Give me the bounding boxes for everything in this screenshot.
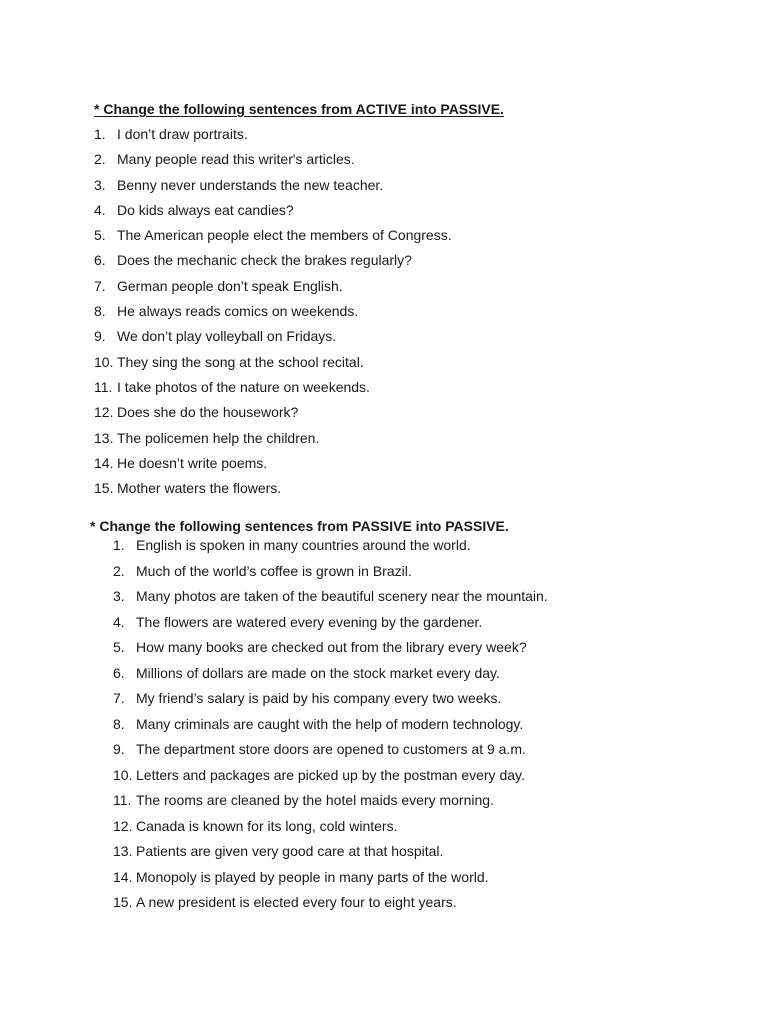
list-item [113,614,548,640]
section-2-title: * Change the following sentences from PASSIVE into PASSIVE. [90,518,509,534]
list-item [94,480,452,505]
list-item [113,563,548,589]
item-text: Canada is known for its long, cold winters. [136,817,398,834]
item-number: 11. [113,792,132,808]
item-number: 3. [113,588,125,604]
item-text: Many people read this writer's articles. [117,151,355,168]
item-text: The rooms are cleaned by the hotel maids every morning. [136,792,494,808]
item-number: 4. [113,613,125,630]
list-item [113,588,548,614]
item-text: Many photos are taken of the beautiful scenery near the mountain. [136,588,548,604]
list-item [113,690,548,716]
item-number: 15. [94,480,114,497]
list-item [94,379,452,404]
item-text: English is spoken in many countries around the world. [136,537,471,553]
list-item [113,537,548,563]
item-text: Benny never understands the new teacher. [117,176,384,193]
list-item [94,151,452,176]
item-text: Does the mechanic check the brakes regularly? [117,252,412,269]
item-number: 9. [94,328,106,345]
item-number: 2. [113,562,125,579]
item-text: German people don’t speak English. [117,277,343,294]
item-number: 14. [94,454,114,471]
list-item [113,741,548,767]
item-number: 5. [113,639,125,655]
item-text: Do kids always eat candies? [117,201,294,218]
item-text: Millions of dollars are made on the stock market every day. [136,664,500,681]
item-number: 6. [113,664,125,681]
item-number: 8. [94,303,106,320]
item-text: My friend’s salary is paid by his company every two weeks. [136,690,502,706]
list-item [94,455,452,480]
item-text: Patients are given very good care at that hospital. [136,843,444,859]
list-item [113,716,548,742]
item-number: 3. [94,176,106,193]
item-number: 8. [113,715,125,732]
item-number: 7. [94,277,106,294]
item-text: Letters and packages are picked up by the postman every day. [136,766,525,783]
list-item [113,792,548,818]
list-item [113,818,548,844]
item-number: 14. [113,868,133,885]
list-item [113,869,548,895]
list-item [113,665,548,691]
item-text: A new president is elected every four to eight years. [136,894,457,910]
list-item [113,767,548,793]
item-number: 1. [94,126,106,142]
item-text: Monopoly is played by people in many parts of the world. [136,868,489,885]
item-text: Much of the world’s coffee is grown in Brazil. [136,562,412,579]
item-text: They sing the song at the school recital. [117,353,364,370]
list-item [94,202,452,227]
item-number: 6. [94,252,106,269]
list-item [113,639,548,665]
item-number: 15. [113,894,133,910]
item-number: 2. [94,151,106,168]
list-item [94,252,452,277]
item-number: 11. [94,378,113,395]
item-text: The department store doors are opened to customers at 9 a.m. [136,741,526,757]
item-number: 10. [94,353,114,370]
list-item [94,278,452,303]
item-text: The policemen help the children. [117,429,320,446]
item-text: I don’t draw portraits. [117,126,248,142]
item-text: He doesn’t write poems. [117,454,268,471]
item-number: 1. [113,537,125,553]
list-item [94,227,452,252]
item-text: Mother waters the flowers. [117,480,282,497]
item-number: 5. [94,227,106,244]
item-text: Many criminals are caught with the help of modern technology. [136,715,524,732]
item-number: 10. [113,766,133,783]
item-number: 9. [113,741,125,757]
item-text: He always reads comics on weekends. [117,303,359,320]
item-number: 4. [94,201,106,218]
section-1-title: * Change the following sentences from ACTIVE into PASSIVE. [94,101,504,117]
item-text: The flowers are watered every evening by the gardener. [136,613,483,630]
list-item [94,354,452,379]
list-item [113,894,548,920]
item-number: 12. [113,817,133,834]
item-text: Does she do the housework? [117,404,299,421]
list-item [94,126,452,151]
list-item [94,404,452,429]
item-text: How many books are checked out from the library every week? [136,639,527,655]
list-item [113,843,548,869]
section-2-list [113,537,548,920]
list-item [94,328,452,353]
item-number: 13. [113,843,133,859]
item-text: The American people elect the members of Congress. [117,227,452,244]
item-text: I take photos of the nature on weekends. [117,378,370,395]
section-1-list [94,126,452,505]
item-number: 13. [94,429,114,446]
item-number: 7. [113,690,125,706]
list-item [94,177,452,202]
item-text: We don’t play volleyball on Fridays. [117,328,337,345]
list-item [94,303,452,328]
list-item [94,430,452,455]
item-number: 12. [94,404,114,421]
